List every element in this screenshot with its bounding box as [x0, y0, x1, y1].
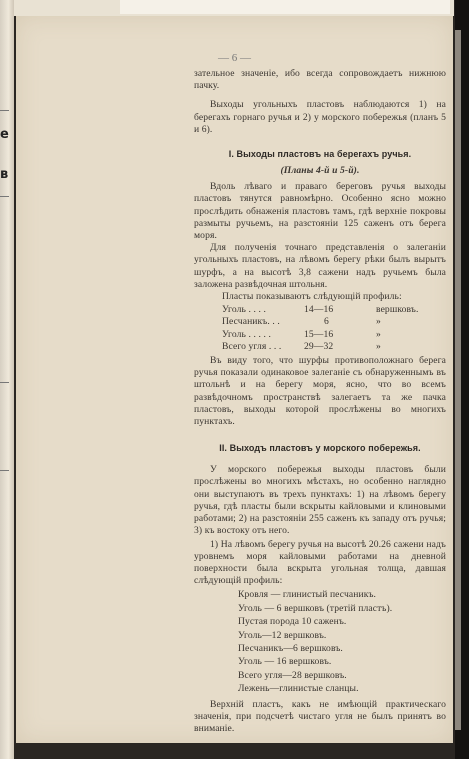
paragraph: Для полученія точнаго представленія о залеганіи угольныхъ пластовъ, на лѣвомъ берегу рѣки былъ вырытъ шурфъ, а на высотѣ 3,8 сажени надъ ручьемъ была заложена развѣдочная штольня. — [194, 242, 446, 290]
margin-rule — [0, 470, 9, 471]
margin-mark: в — [0, 167, 9, 182]
profile-line: Лежень—глинистые сланцы. — [238, 683, 359, 695]
coal-profile-list — [194, 588, 446, 695]
paragraph: У морского побережья выходы пластовъ были прослѣжены во многихъ мѣстахъ, но особенно наглядно они выступаютъ въ трехъ пунктахъ: 1) на лѣвомъ берегу ручья, гдѣ пласты были вскрыты кайловыми и клиновыми работами; 2) на разстояніи 255 саженъ къ западу отъ ручья; 3) къ востоку отъ него. — [194, 464, 446, 537]
profile-line: Пустая порода 10 саженъ. — [238, 616, 347, 628]
paragraph: зательное значеніе, ибо всегда сопровождаетъ нижнюю пачку. — [194, 68, 446, 92]
section-heading: II. Выходъ пластовъ у морского побережья. — [219, 443, 421, 454]
profile-line: Кровля — глинистый песчаникъ. — [238, 589, 377, 601]
profile-line: Уголь—12 вершковъ. — [238, 629, 327, 641]
section-heading: I. Выходы пластовъ на берегахъ ручья. — [228, 149, 412, 160]
profile-row: Уголь . . . . 14—16 вершковъ. — [222, 304, 419, 316]
right-dark-edge — [455, 0, 469, 759]
paragraph: 1) На лѣвомъ берегу ручья на высотѣ 20.26 сажени надъ уровнемъ моря кайловыми работами на дневной поверхности была вскрыта угольная толща, давшая слѣдующій профиль: — [194, 538, 446, 587]
paragraph: Верхній пластъ, какъ не имѣющій практическаго значенія, при подсчетѣ чистаго угля не былъ принятъ во вниманіе. — [194, 698, 446, 734]
profile-line: Уголь — 16 вершковъ. — [238, 656, 332, 668]
profile-line: Песчаникъ—6 вершковъ. — [238, 642, 343, 654]
page-number: — 6 — — [218, 52, 251, 64]
margin-rule — [0, 110, 9, 111]
profile-line: Всего угля—28 вершковъ. — [238, 669, 347, 681]
top-paper-tab — [120, 0, 450, 14]
profile-line: Уголь — 6 вершковъ (третій пластъ). — [238, 602, 393, 614]
margin-mark: е — [0, 127, 9, 142]
paragraph: Въ виду того, что шурфы противоположнаго берега ручья показали одинаковое залеганіе съ обнаруженнымъ въ штольнѣ и на берегу моря, ясно, что во всемъ развѣдочномъ пространствѣ залегаетъ та же пачка пластовъ, выходы которой прослѣжены во многихъ пунктахъ. — [194, 355, 446, 428]
book-page — [16, 16, 453, 743]
profile-row: Песчаникъ. . . 6 » — [222, 316, 381, 328]
profile-row: Всего угля . . . 29—32 » — [222, 340, 381, 352]
section-subheading: (Планы 4-й и 5-й). — [280, 165, 360, 177]
paragraph: Выходы угольныхъ пластовъ наблюдаются 1) на берегахъ горнаго ручья и 2) у морского побережья (планъ 5 и 6). — [194, 99, 446, 135]
paragraph: Пласты показываютъ слѣдующій профиль: — [222, 291, 402, 303]
paragraph: Вдоль лѣваго и праваго береговъ ручья выходы пластовъ тянутся равномѣрно. Особенно ясно можно прослѣдить обнаженія пластовъ тамъ, гдѣ верхніе покровы размыты ручьемъ, на разстояніи 125 саженъ отъ берега моря. — [194, 181, 446, 242]
margin-rule — [0, 196, 9, 197]
page-text — [194, 68, 446, 735]
margin-rule — [0, 382, 9, 383]
left-page-edge — [0, 0, 14, 759]
coal-profile-table — [194, 304, 446, 353]
profile-row: Уголь . . . . . 15—16 » — [222, 328, 381, 340]
